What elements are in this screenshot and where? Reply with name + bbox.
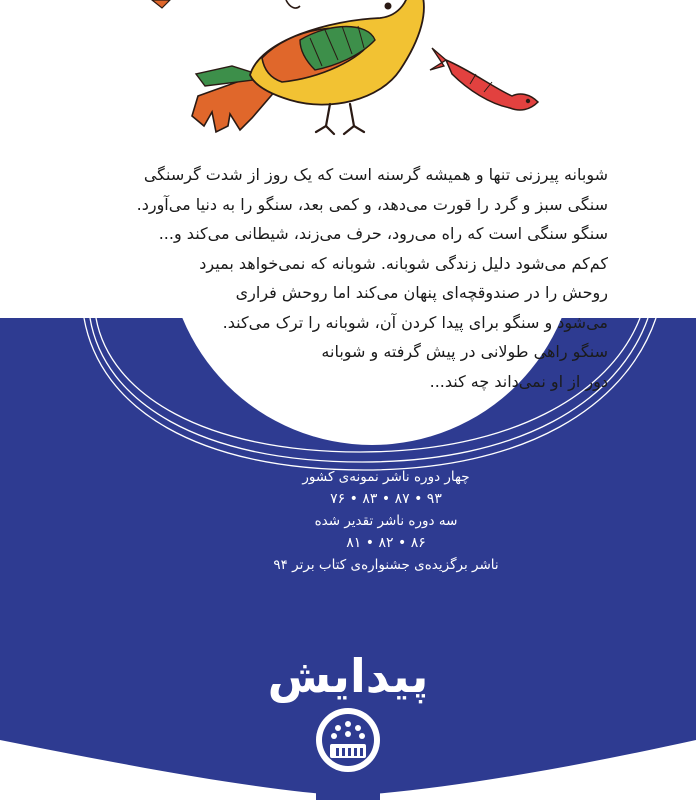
publisher-awards (236, 466, 536, 576)
award-years-commended: ۸۶ • ۸۲ • ۸۱ (346, 535, 426, 551)
blurb-line: دور از او نمی‌داند چه کند... (429, 371, 608, 391)
blurb-line: روحش را در صندوقچه‌ای پنهان می‌کند اما روحش فراری (235, 283, 608, 302)
award-line-national: چهار دوره ناشر نمونه‌ی کشور (302, 469, 470, 485)
blurb-line: سنگو راهی طولانی در پیش گرفته و شوبانه (321, 342, 608, 361)
publisher-emblem-icon (316, 708, 380, 772)
award-years-national: ۹۳ • ۸۷ • ۸۳ • ۷۶ (330, 491, 442, 507)
blurb-line: سنگو سنگی است که راه می‌رود، حرف می‌زند، شیطانی می‌کند و... (158, 224, 608, 243)
blurb-line: می‌شود و سنگو برای پیدا کردن آن، شوبانه را ترک می‌کند. (222, 312, 608, 332)
blurb-line: کم‌کم می‌شود دلیل زندگی شوبانه. شوبانه که نمی‌خواهد بمیرد (199, 253, 608, 273)
blurb-line: سنگی سبز و گرد را قورت می‌دهد، و کمی بعد، سنگو را به دنیا می‌آورد. (136, 194, 608, 214)
publisher-logo: پیدایش (267, 649, 429, 703)
blurb-line: شوبانه پیرزنی تنها و همیشه گرسنه است که یک روز از شدت گرسنگی (143, 165, 608, 184)
book-blurb (48, 160, 608, 396)
award-line-festival: ناشر برگزیده‌ی جشنواره‌ی کتاب برتر ۹۴ (273, 557, 499, 573)
award-line-commended: سه دوره ناشر تقدیر شده (314, 513, 458, 529)
